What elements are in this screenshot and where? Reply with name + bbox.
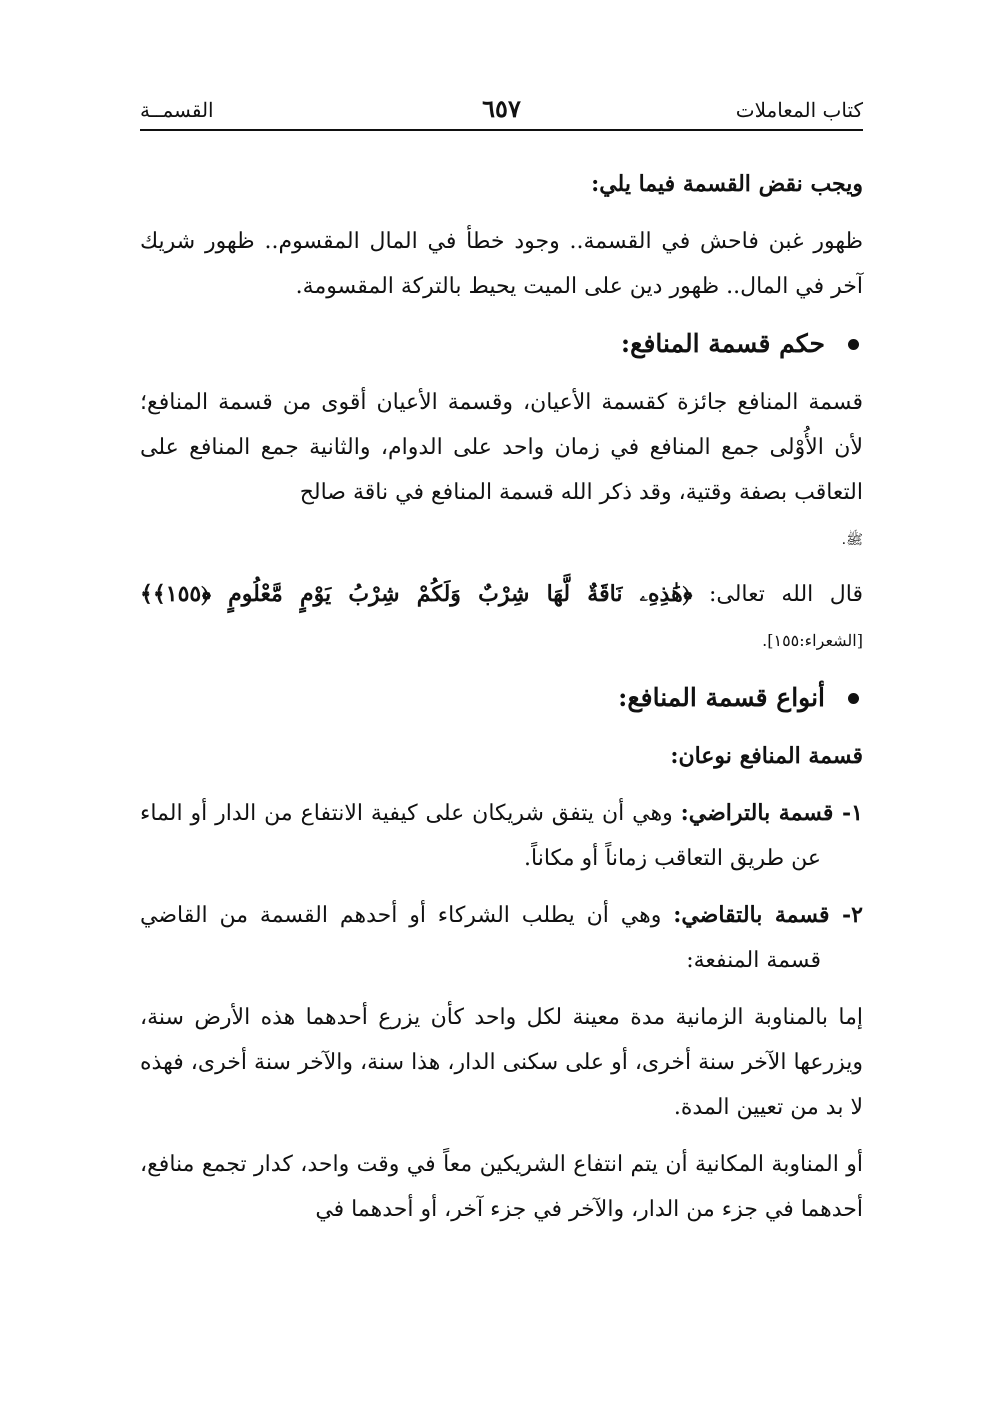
header-rule [140, 129, 863, 131]
verse-intro: قال الله تعالى: [708, 582, 863, 607]
list-item-type1 [140, 791, 863, 881]
nullify-title: ويجب نقض القسمة فيما يلي: [591, 171, 863, 197]
ruling-heading-text: حكم قسمة المنافع: [620, 329, 825, 358]
time-rotation-paragraph: إما بالمناوبة الزمانية مدة معينة لكل واحد كأن يزرع أحدهما هذه الأرض سنة، ويزرعها الآخر سنة أخرى، أو على سكنى الدار، هذا سنة، والآخر سنة أخرى، فهذه لا بد من تعيين المدة. [140, 1005, 863, 1120]
ruling-heading [140, 321, 863, 366]
types-heading-text: أنواع قسمة المنافع: [618, 683, 825, 712]
nullify-paragraph: ظهور غبن فاحش في القسمة.. وجود خطأ في المال المقسوم.. ظهور شريك آخر في المال.. ظهور دين على الميت يحيط بالتركة المقسومة. [140, 229, 863, 299]
blessing-mark: ﷺ. [841, 532, 863, 548]
list-item-type2 [140, 893, 863, 983]
type2-label: ٢- قسمة بالتقاضي: [673, 902, 863, 928]
type2-text: وهي أن يطلب الشركاء أو أحدهم القسمة من القاضي قسمة المنفعة: [140, 903, 821, 973]
place-rotation-paragraph: أو المناوبة المكانية أن يتم انتفاع الشريكين معاً في وقت واحد، كدار تجمع منافع، أحدهما في جزء من الدار، والآخر في جزء آخر، أو أحدهما في [140, 1152, 863, 1222]
types-intro: قسمة المنافع نوعان: [670, 743, 863, 769]
bullet-icon [848, 693, 859, 704]
type1-text: وهي أن يتفق شريكان على كيفية الانتفاع من الدار أو الماء عن طريق التعاقب زماناً أو مكاناً. [140, 801, 821, 871]
page-number: ٦٥٧ [482, 94, 521, 123]
types-heading [140, 675, 863, 720]
page [140, 94, 863, 1222]
ruling-text: قسمة المنافع جائزة كقسمة الأعيان، وقسمة الأعيان أقوى من قسمة المنافع؛ لأن الأُوْلى جمع المنافع في زمان واحد على الدوام، والثانية جمع المنافع على التعاقب بصفة وقتية، وقد ذكر الله قسمة المنافع في ناقة صالح [140, 390, 863, 505]
chapter-title: القسمــة [140, 98, 214, 122]
verse-paragraph [140, 572, 863, 663]
book-title: كتاب المعاملات [735, 98, 863, 122]
ruling-paragraph [140, 380, 863, 560]
running-header [140, 96, 863, 128]
bullet-icon [848, 339, 859, 350]
page-body [140, 162, 863, 1244]
type1-label: ١- قسمة بالتراضي: [680, 800, 863, 826]
verse-reference: [الشعراء:١٥٥]. [762, 631, 863, 650]
quran-verse: ﴿هَٰذِهِۦ نَاقَةٌ لَّهَا شِرْبٌ وَلَكُمْ شِرْبُ يَوْمٍ مَّعْلُومٍ ﴿١٥٥﴾﴾ [140, 581, 693, 607]
